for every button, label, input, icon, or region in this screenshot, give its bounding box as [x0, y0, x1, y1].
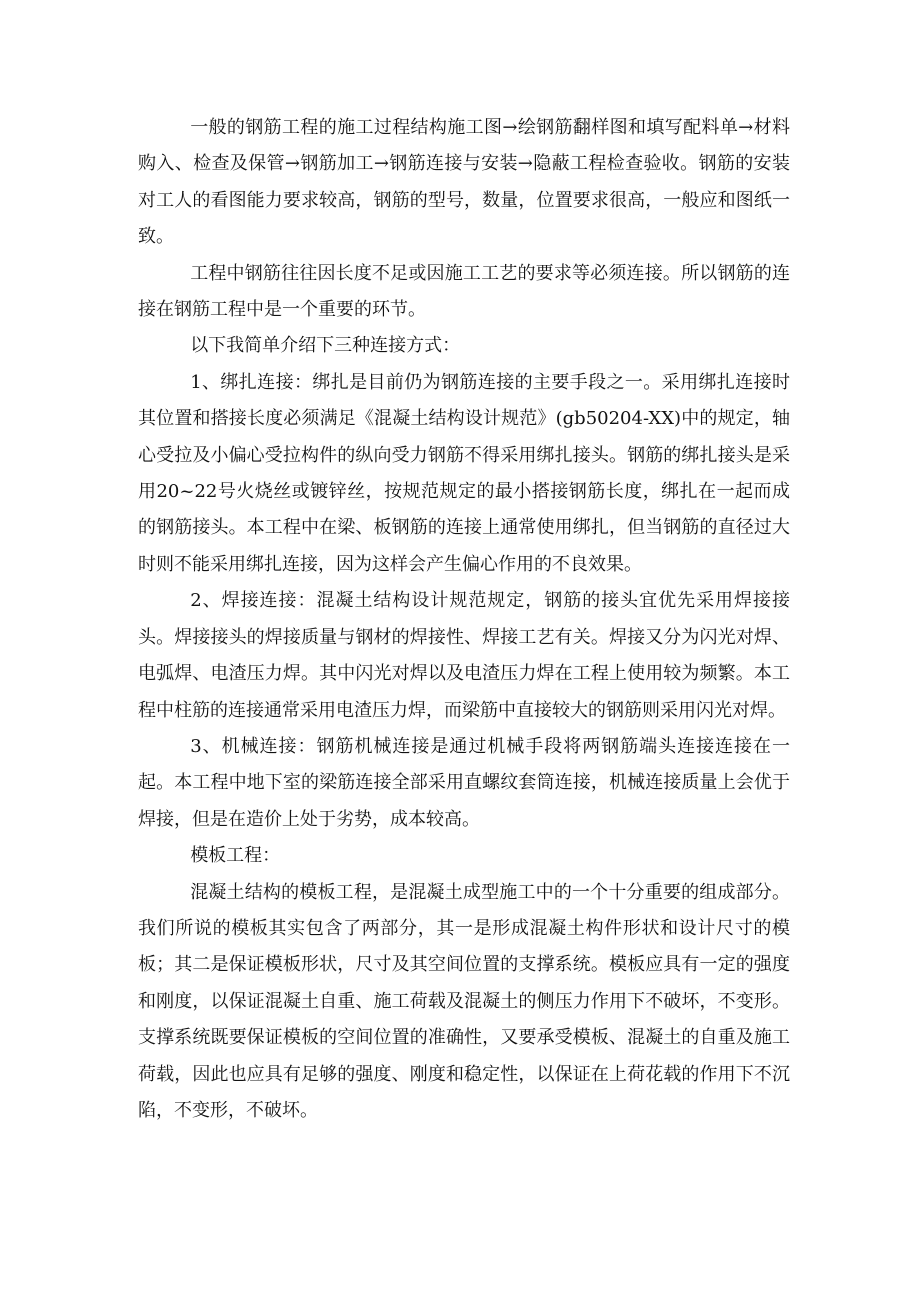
paragraph-three-methods: 以下我简单介绍下三种连接方式：: [190, 335, 461, 357]
document-body: [138, 110, 790, 1129]
paragraph-formwork: 混凝土结构的模板工程，是混凝土成型施工中的一个十分重要的组成部分。我们所说的模板其实包含了两部分，其一是形成混凝土构件形状和设计尺寸的模板；其二是保证模板形状，尺寸及其空间位置的支撑系统。模板应具有一定的强度和刚度，以保证混凝土自重、施工荷载及混凝土的侧压力作用下不破坏，不变形。支撑系统既要保证模板的空间位置的准确性，又要承受模板、混凝土的自重及施工荷载，因此也应具有足够的强度、刚度和稳定性，以保证在上荷花载的作用下不沉陷，不变形，不破坏。: [138, 881, 790, 1121]
paragraph-lap-splice: 1、绑扎连接：绑扎是目前仍为钢筋连接的主要手段之一。采用绑扎连接时其位置和搭接长度必须满足《混凝土结构设计规范》(gb50204-XX)中的规定，轴心受拉及小偏心受拉构件的纵向受力钢筋不得采用绑扎接头。钢筋的绑扎接头是采用20~22号火烧丝或镀锌丝，按规范规定的最小搭接钢筋长度，绑扎在一起而成的钢筋接头。本工程中在梁、板钢筋的连接上通常使用绑扎，但当钢筋的直径过大时则不能采用绑扎连接，因为这样会产生偏心作用的不良效果。: [138, 371, 790, 575]
paragraph-welding: 2、焊接连接：混凝土结构设计规范规定，钢筋的接头宜优先采用焊接接头。焊接接头的焊接质量与钢材的焊接性、焊接工艺有关。焊接又分为闪光对焊、电弧焊、电渣压力焊。其中闪光对焊以及电渣压力焊在工程上使用较为频繁。本工程中柱筋的连接通常采用电渣压力焊，而梁筋中直接较大的钢筋则采用闪光对焊。: [138, 590, 790, 721]
section-heading-formwork: 模板工程：: [190, 845, 281, 867]
paragraph-rebar-connection-intro: 工程中钢筋往往因长度不足或因施工工艺的要求等必须连接。所以钢筋的连接在钢筋工程中是一个重要的环节。: [138, 262, 790, 321]
paragraph-mechanical-connection: 3、机械连接：钢筋机械连接是通过机械手段将两钢筋端头连接连接在一起。本工程中地下室的梁筋连接全部采用直螺纹套筒连接，机械连接质量上会优于焊接，但是在造价上处于劣势，成本较高。: [138, 735, 790, 830]
paragraph-rebar-process: 一般的钢筋工程的施工过程结构施工图→绘钢筋翻样图和填写配料单→材料购入、检查及保管→钢筋加工→钢筋连接与安装→隐蔽工程检查验收。钢筋的安装对工人的看图能力要求较高，钢筋的型号，数量，位置要求很高，一般应和图纸一致。: [138, 117, 790, 248]
